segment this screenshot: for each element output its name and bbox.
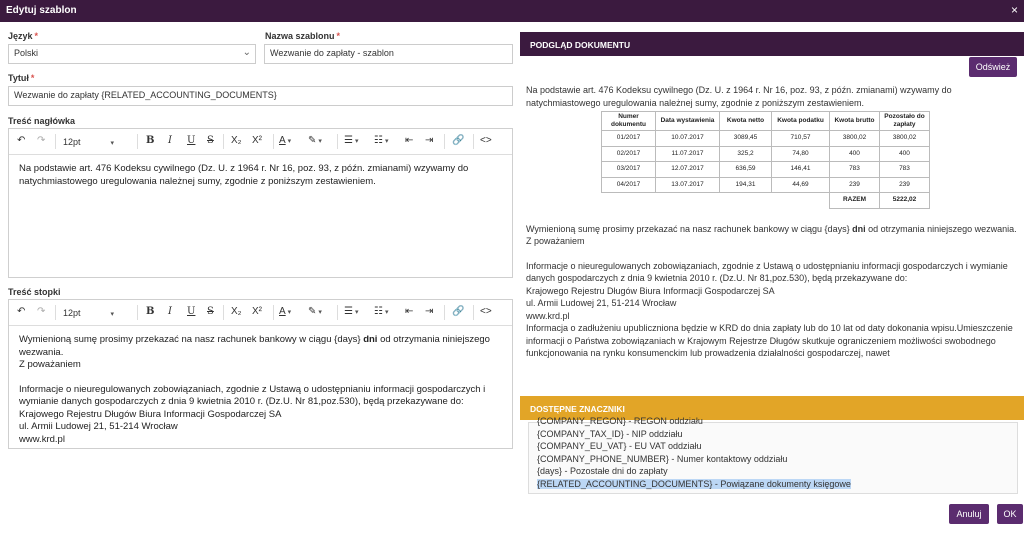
header-editor-label: Treść nagłówka	[8, 116, 76, 126]
placeholders-list[interactable]	[528, 416, 1018, 494]
subscript-button[interactable]: X₂	[231, 306, 242, 317]
placeholders-header: DOSTĘPNE ZNACZNIKI	[520, 396, 1024, 420]
ok-button[interactable]: OK	[997, 504, 1023, 524]
close-icon[interactable]: ×	[1010, 3, 1018, 17]
list-item[interactable]: {COMPANY_TAX_ID} - NIP oddziału	[537, 428, 683, 439]
table-row: 03/2017 12.07.2017 636,59 146,41 783 783	[602, 162, 930, 178]
table-row: 04/2017 13.07.2017 194,31 44,69 239 239	[602, 177, 930, 193]
footer-editor-label: Treść stopki	[8, 287, 61, 297]
superscript-button[interactable]: X²	[252, 306, 262, 317]
link-icon[interactable]: 🔗	[452, 306, 465, 317]
numbered-list-button[interactable]: ☷ ▾	[374, 135, 389, 146]
bullet-list-button[interactable]: ☰ ▾	[344, 135, 359, 146]
template-form	[0, 22, 520, 538]
undo-icon[interactable]: ↶	[17, 306, 26, 317]
footer-editor-toolbar	[9, 300, 512, 326]
italic-button[interactable]: I	[168, 306, 172, 317]
refresh-button[interactable]: Odśwież	[969, 57, 1017, 77]
preview-footer-line: Wymienioną sumę prosimy przekazać na nasz rachunek bankowy w ciągu {days} dni od otrzymania niniejszego wezwania.	[526, 223, 1017, 234]
list-item[interactable]: {COMPANY_REGON} - REGON oddziału	[537, 416, 703, 426]
dialog-titlebar	[0, 0, 1024, 22]
cancel-button[interactable]: Anuluj	[949, 504, 989, 524]
strikethrough-button[interactable]: S	[207, 306, 214, 317]
font-size-select[interactable]: 12pt ▾	[63, 308, 115, 318]
font-size-select[interactable]: 12pt ▾	[63, 137, 115, 147]
invoice-table: Numer dokumentu Data wystawienia Kwota netto Kwota podatku Kwota brutto Pozostało do zapłaty 01/2017 10.07.2017 3089,45 710,57 3800,02 3800,02 02/2017 11.07.2017 325,2 74,80 400 400 03/2017 12.07.2017 636,59 146,41 783 783 04/2017 13.07.2017 194,31 44,69 239 239 RAZEM 5222,02	[601, 111, 930, 209]
list-item-selected[interactable]: {RELATED_ACCOUNTING_DOCUMENTS} - Powiązane dokumenty księgowe	[537, 478, 851, 489]
bullet-list-button[interactable]: ☰ ▾	[344, 306, 359, 317]
language-label: Język *	[8, 31, 39, 41]
header-rich-editor	[8, 128, 513, 278]
font-color-button[interactable]: A ▾	[279, 135, 292, 146]
preview-intro: Na podstawie art. 476 Kodeksu cywilnego (Dz. U. z 1964 r. Nr 16, poz. 93, z późn. zmianami) wzywamy do natychmiastowego uregulowania należnej sumy, zgodnie z poniższym zestawieniem.	[526, 85, 952, 108]
table-row: 01/2017 10.07.2017 3089,45 710,57 3800,02 3800,02	[602, 131, 930, 147]
chevron-down-icon: ⌄	[242, 47, 251, 58]
outdent-button[interactable]: ⇤	[405, 135, 414, 146]
preview-header: PODGLĄD DOKUMENTU	[520, 32, 1024, 56]
bold-button[interactable]: B	[146, 135, 155, 146]
title-input[interactable]: Wezwanie do zapłaty {RELATED_ACCOUNTING_DOCUMENTS}	[8, 86, 513, 106]
strikethrough-button[interactable]: S	[207, 135, 214, 146]
language-select[interactable]: Polski ⌄	[8, 44, 256, 64]
list-item[interactable]: {COMPANY_EU_VAT} - EU VAT oddziału	[537, 441, 702, 451]
italic-button[interactable]: I	[168, 135, 172, 146]
list-item[interactable]: {days} - Pozostałe dni do zapłaty	[537, 466, 668, 476]
dialog-title: Edytuj szablon	[6, 5, 77, 16]
code-view-button[interactable]: <>	[480, 306, 492, 317]
highlight-button[interactable]: ✎ ▾	[308, 306, 322, 317]
underline-button[interactable]: U	[187, 135, 196, 146]
underline-button[interactable]: U	[187, 306, 196, 317]
subscript-button[interactable]: X₂	[231, 135, 242, 146]
template-name-input[interactable]: Wezwanie do zapłaty - szablon	[264, 44, 513, 64]
title-label: Tytuł *	[8, 73, 35, 83]
highlight-button[interactable]: ✎ ▾	[308, 135, 322, 146]
undo-icon[interactable]: ↶	[17, 135, 26, 146]
bold-button[interactable]: B	[146, 306, 155, 317]
numbered-list-button[interactable]: ☷ ▾	[374, 306, 389, 317]
redo-icon[interactable]: ↷	[37, 135, 46, 146]
superscript-button[interactable]: X²	[252, 135, 262, 146]
footer-rich-editor	[8, 299, 513, 449]
table-row: 02/2017 11.07.2017 325,2 74,80 400 400	[602, 146, 930, 162]
table-total-row: RAZEM 5222,02	[602, 193, 930, 209]
font-color-button[interactable]: A ▾	[279, 306, 292, 317]
indent-button[interactable]: ⇥	[425, 135, 434, 146]
header-editor-content[interactable]: Na podstawie art. 476 Kodeksu cywilnego (Dz. U. z 1964 r. Nr 16, poz. 93, z późn. zmianami) wzywamy do natychmiastowego uregulowania należnej sumy, zgodnie z poniższym zestawieniem.	[19, 163, 469, 187]
code-view-button[interactable]: <>	[480, 135, 492, 146]
link-icon[interactable]: 🔗	[452, 135, 465, 146]
template-name-label: Nazwa szablonu *	[265, 31, 341, 41]
footer-editor-content[interactable]: Wymienioną sumę prosimy przekazać na nasz rachunek bankowy w ciągu {days} dni od otrzymania niniejszego wezwania. Z poważaniem Informacje o nieuregulowanych zobowiązaniach, zgodnie z Ustawą o udostępnianiu informacji gospodarczych i wymianie danych gospodarczych z dnia 9 kwietnia 2010 r. (Dz.U. Nr 81,poz.530), będą przekazywane do: Krajowego Rejestru Długów Biura Informacji Gospodarczej SA ul. Armii Ludowej 21, 51-214 Wrocław www.krd.pl	[19, 334, 490, 445]
redo-icon[interactable]: ↷	[37, 306, 46, 317]
preview-panel	[520, 22, 1024, 538]
list-item[interactable]: {COMPANY_PHONE_NUMBER} - Numer kontaktowy oddziału	[537, 453, 788, 464]
document-preview[interactable]: Na podstawie art. 476 Kodeksu cywilnego (Dz. U. z 1964 r. Nr 16, poz. 93, z późn. zmianami) wzywamy do natychmiastowego uregulowania należnej sumy, zgodnie z poniższym zestawieniem. Numer dokumentu Data wystawienia Kwota netto Kwota podatku Kwota brutto Pozostało do zapłaty 01/2017 10.07.2017 3089,45 710,57 3800,02 3800,02 02/2017 11.07.2017 325,2 74,80 400 400 03/2017 12.07.2017 636,59 146,41 783 783 04/2017 13.07.2017 194,31 44,69 239 239 RAZEM 5222,02 Wymienioną sumę prosimy przekazać na nasz rachunek bankowy w ciągu {days} dni od otrzymania niniejszego wezwania. Z poważaniem Informacje o nieuregulowanych zobowiązaniach, zgodnie z Ustawą o udostępnianiu informacji gospodarczych i wymianie danych gospodarczych z dnia 9 kwietnia 2010 r. (Dz.U. Nr 81,poz.530), będą przekazywane do: Krajowego Rejestru Długów Biura Informacji Gospodarczej SA ul. Armii Ludowej 21, 51-214 Wrocław www.krd.pl Informacja o zadłużeniu upubliczniona będzie w KRD do dnia zapłaty lub do 10 lat od daty dokonania wpisu.Umieszczenie informacji o Państwa zobowiązaniach w Krajowym Rejestrze Długów skutkuje ograniczeniem możliwości swobodnego funkcjonowania na rynku konsumenckim lub prowadzenia działalności gospodarczej, nawet	[526, 85, 1017, 358]
outdent-button[interactable]: ⇤	[405, 306, 414, 317]
indent-button[interactable]: ⇥	[425, 306, 434, 317]
header-editor-toolbar	[9, 129, 512, 155]
